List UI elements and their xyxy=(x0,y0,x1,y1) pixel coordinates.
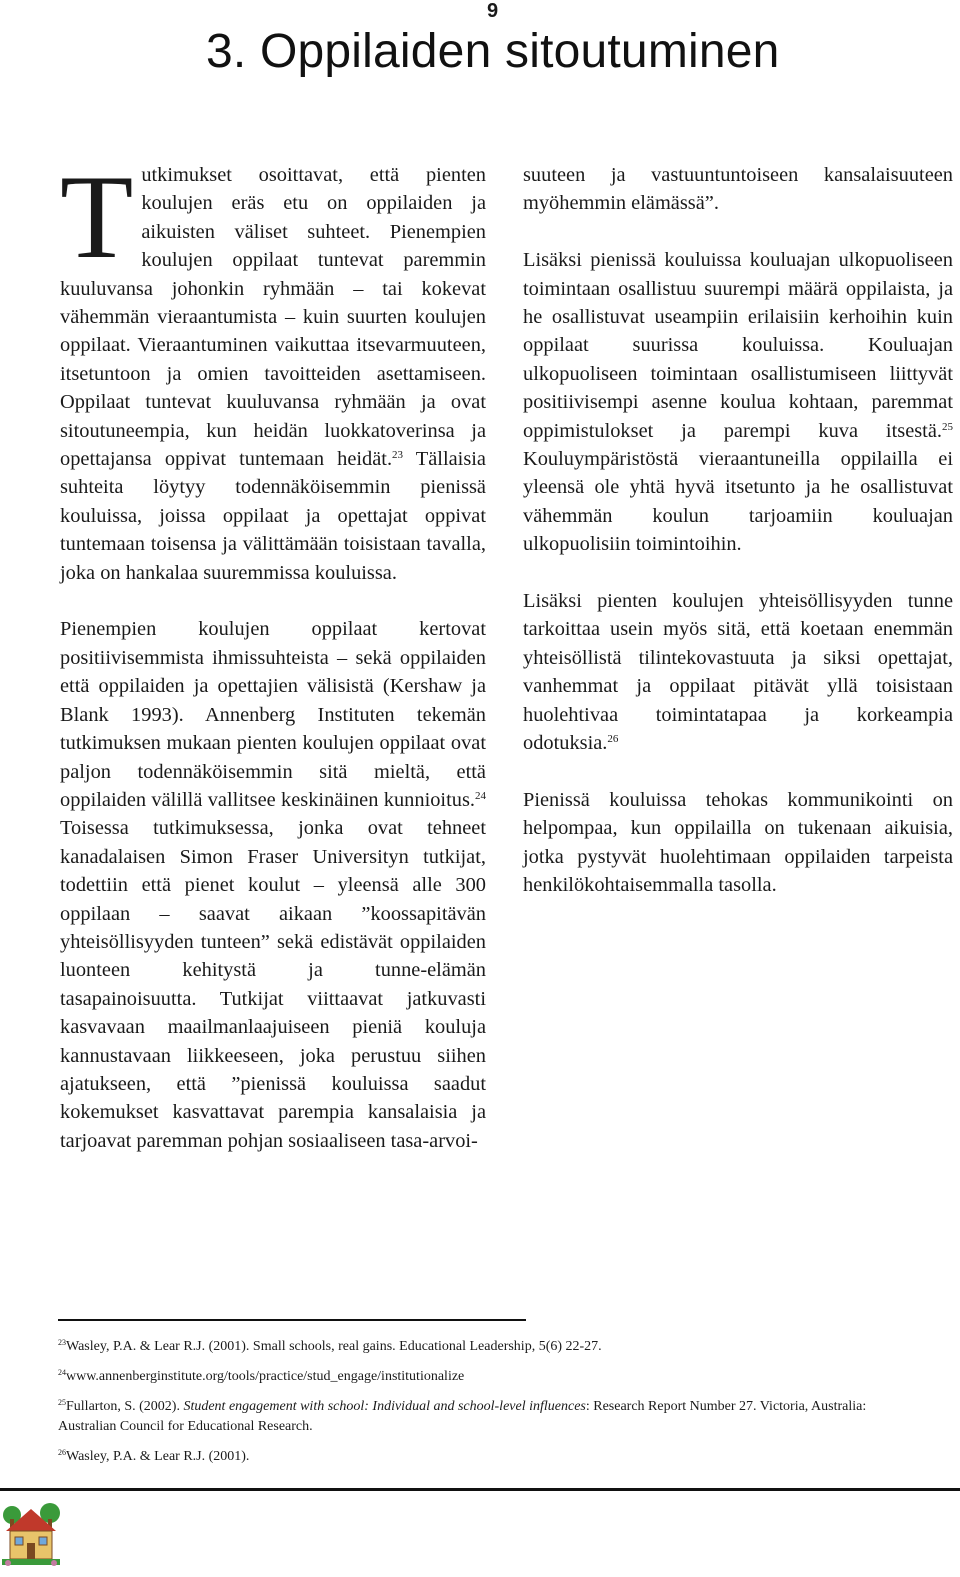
school-house-logo-icon xyxy=(0,1497,62,1569)
paragraph xyxy=(60,150,486,587)
footnote-number: 26 xyxy=(58,1447,66,1457)
footnote-text: Fullarton, S. (2002). xyxy=(66,1399,184,1414)
footnote-italic-title: Student engagement with school: Individual and school-level influences xyxy=(183,1399,586,1414)
paragraph xyxy=(60,615,486,1155)
footnote-ref: 26 xyxy=(607,733,619,746)
footnote-separator xyxy=(58,1319,526,1321)
footnote-number: 24 xyxy=(58,1368,66,1377)
paragraph-text: Kouluympäristöstä vieraantuneilla oppilailla ei yleensä ole yhtä hyvä itsetunto ja he osallistuvat vähemmän koulun tarjoamiin kouluajan ulkopuolisiin toimintoihin. xyxy=(523,448,953,556)
footnote-number: 23 xyxy=(58,1338,66,1347)
footnote-text: www.annenberginstitute.org/tools/practice/stud_engage/institutionalize xyxy=(66,1369,465,1384)
footnote xyxy=(58,1337,918,1357)
paragraph-text: Lisäksi pienissä kouluissa kouluajan ulkopuoliseen toimintaan osallistuu suurempi määrä oppilaista, ja he osallistuvat useampiin erilaisiin kerhoihin kuin oppilaat suurissa kouluissa. Kouluajan ulkopuoliseen toimintaan osallistumiseen liittyvät positiivisempi asenne koulua kohtaan, paremmat oppimistulokset ja parempi kuva itsestä. xyxy=(523,249,953,442)
page-title: 3. Oppilaiden sitoutuminen xyxy=(206,25,780,78)
footnote-text: Wasley, P.A. & Lear R.J. (2001). xyxy=(66,1448,250,1464)
paragraph-text: utkimukset osoittavat, että pienten koulujen eräs etu on oppilaiden ja aikuisten väliset suhteet. Pienempien koulujen oppilaat tuntevat paremmin kuuluvansa johonkin ryhmään – tai kokevat vähemmän vieraantumista – kuin suurten koulujen oppilaat. Vieraantuminen vaikuttaa itsevarmuuteen, itsetuntoon ja omien tavoitteiden asettamiseen. Oppilaat tuntevat kuuluvansa ryhmään ja ovat sitoutuneempia, kun heidän luokkatoverinsa ja opettajansa oppivat tuntemaan heidät. xyxy=(60,164,486,471)
left-column xyxy=(60,150,486,1184)
bottom-rule xyxy=(0,1488,960,1491)
paragraph-text: Toisessa tutkimuksessa, jonka ovat tehneet kanadalaisen Simon Fraser Universityn tutkijat, todettiin että pienet koulut – yleensä alle 300 oppilaan – saavat aikaan ”koossapitävän yhteisöllisyyden tunteen” sekä edistävät oppilaiden luonteen kehitystä ja tunne-elämän tasapainoisuutta. Tutkijat viittaavat jatkuvasti kasvavaan maailmanlaajuiseen pieniä kouluja kannustavaan liikkeeseen, joka perustuu siihen ajatukseen, että ”pienissä kouluissa saadut kokemukset kasvattavat parempia kansalaisia ja tarjoavat paremman pohjan sosiaaliseen tasa-arvoi- xyxy=(60,817,486,1152)
footnote-ref: 25 xyxy=(942,420,953,433)
footnote-text: Wasley, P.A. & Lear R.J. (2001). Small schools, real gains. Educational Leadership, 5(6) 22-27. xyxy=(66,1339,602,1354)
footnote-number: 25 xyxy=(58,1398,66,1407)
footnote xyxy=(58,1397,918,1436)
paragraph-text: Tällaisia suhteita löytyy todennäköisemmin pienissä kouluissa, joissa oppilaat ja opettajat oppivat tuntemaan toisensa ja välittämään toisistaan tavalla, joka on hankalaa suuremmissa kouluissa. xyxy=(60,448,486,584)
page-number: 9 xyxy=(487,0,499,22)
footnote-ref: 24 xyxy=(475,789,486,802)
footnotes xyxy=(58,1337,918,1477)
footnote-ref: 23 xyxy=(392,449,404,462)
paragraph xyxy=(523,246,953,558)
footnote xyxy=(58,1447,918,1467)
paragraph-text: Lisäksi pienten koulujen yhteisöllisyyden tunne tarkoittaa usein myös sitä, että koetaan enemmän yhteisöllistä tilintekovastuuta ja siksi opettajat, vanhemmat ja oppilaat pitävät yllä toisistaan huolehtivaa toimintatapaa ja korkeampia odotuksia. xyxy=(523,590,953,755)
right-column xyxy=(523,161,953,928)
footnote xyxy=(58,1367,918,1387)
footnote-text: : Research Report Number 27. Victoria, Australia: Australian Council for Educational Research. xyxy=(58,1399,867,1434)
drop-cap: T xyxy=(60,150,134,283)
paragraph: Pienissä kouluissa tehokas kommunikointi on helpompaa, kun oppilailla on tukenaan aikuisia, jotka pystyvät huolehtimaan oppilaiden tarpeista henkilökohtaisemmalla tasolla. xyxy=(523,788,953,897)
paragraph xyxy=(523,587,953,757)
paragraph: suuteen ja vastuuntuntoiseen kansalaisuuteen myöhemmin elämässä”. xyxy=(523,164,953,215)
paragraph-text: Pienempien koulujen oppilaat kertovat positiivisemmista ihmissuhteista – sekä oppilaiden että oppilaiden ja opettajien välisistä (Kershaw ja Blank 1993). Annenberg Instituten tekemän tutkimuksen mukaan pienten koulujen oppilaat ovat paljon todennäköisemmin sitä mieltä, että oppilaiden välillä vallitsee keskinäinen kunnioitus. xyxy=(60,618,486,811)
